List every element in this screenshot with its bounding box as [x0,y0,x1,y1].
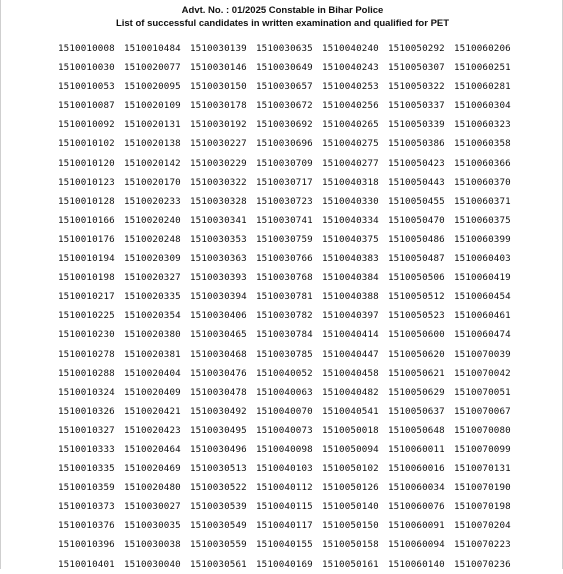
roll-number-cell: 1510010030 [58,62,115,74]
roll-number-cell: 1510010120 [58,157,115,169]
roll-number-cell: 1510030478 [190,386,247,398]
roll-number-cell: 1510040330 [322,195,379,207]
roll-number-cell: 1510030476 [190,367,247,379]
roll-number-cell: 1510050506 [388,272,445,284]
roll-number-cell: 1510020469 [124,463,181,475]
roll-number-cell: 1510010087 [58,100,115,112]
roll-number-cell: 1510010230 [58,329,115,341]
roll-number-cell: 1510030649 [256,62,313,74]
roll-number-cell: 1510010278 [58,348,115,360]
roll-number-cell: 1510050018 [322,424,379,436]
roll-number-cell: 1510050386 [388,138,445,150]
roll-number-cell: 1510030781 [256,291,313,303]
roll-number-cell: 1510030192 [190,119,247,131]
roll-number-cell: 1510060370 [454,176,511,188]
roll-number-cell: 1510070236 [454,558,511,570]
roll-number-cell: 1510050322 [388,81,445,93]
roll-number-cell: 1510050307 [388,62,445,74]
roll-number-cell: 1510030363 [190,253,247,265]
roll-number-cell: 1510020233 [124,195,181,207]
roll-number-cell: 1510010324 [58,386,115,398]
roll-number-cell: 1510010288 [58,367,115,379]
roll-number-cell: 1510010217 [58,291,115,303]
roll-number-cell: 1510060206 [454,43,511,54]
roll-number-cell: 1510050600 [388,329,445,341]
roll-number-cell: 1510040318 [322,176,379,188]
roll-number-cell: 1510030035 [124,520,181,532]
roll-number-cell: 1510010401 [58,558,115,570]
roll-number-cell: 1510030539 [190,501,247,513]
roll-number-cell: 1510040256 [322,100,379,112]
roll-number-cell: 1510010092 [58,119,115,131]
roll-number-cell: 1510070223 [454,539,511,551]
roll-number-cell: 1510040169 [256,558,313,570]
roll-number-cell: 1510010166 [58,214,115,226]
roll-number-cell: 1510020240 [124,214,181,226]
roll-number-cell: 1510040052 [256,367,313,379]
roll-number-cell: 1510030513 [190,463,247,475]
roll-number-cell: 1510020421 [124,405,181,417]
roll-number-cell: 1510020354 [124,310,181,322]
roll-number-cell: 1510020381 [124,348,181,360]
roll-number-cell: 1510050339 [388,119,445,131]
roll-number-cell: 1510070099 [454,443,511,455]
roll-number-cell: 1510020423 [124,424,181,436]
roll-number-cell: 1510010008 [58,43,115,54]
roll-number-cell: 1510030561 [190,558,247,570]
roll-number-cell: 1510050523 [388,310,445,322]
roll-number-cell: 1510040103 [256,463,313,475]
roll-number-cell: 1510060461 [454,310,511,322]
roll-number-cell: 1510040447 [322,348,379,360]
roll-number-cell: 1510030759 [256,233,313,245]
roll-number-cell: 1510020464 [124,443,181,455]
roll-number-cell: 1510020138 [124,138,181,150]
roll-number-cell: 1510060419 [454,272,511,284]
roll-number-cell: 1510070198 [454,501,511,513]
roll-number-cell: 1510020327 [124,272,181,284]
roll-number-cell: 1510050140 [322,501,379,513]
roll-number-cell: 1510050637 [388,405,445,417]
roll-number-cell: 1510030341 [190,214,247,226]
roll-number-cell: 1510030038 [124,539,181,551]
roll-number-cell: 1510040397 [322,310,379,322]
roll-number-cell: 1510030496 [190,443,247,455]
roll-number-cell: 1510050455 [388,195,445,207]
roll-number-cell: 1510050158 [322,539,379,551]
roll-number-cell: 1510060016 [388,463,445,475]
roll-number-cell: 1510030522 [190,482,247,494]
roll-number-cell: 1510050094 [322,443,379,455]
roll-number-cell: 1510020131 [124,119,181,131]
roll-number-cell: 1510030322 [190,176,247,188]
roll-number-cell: 1510030027 [124,501,181,513]
roll-number-cell: 1510070067 [454,405,511,417]
roll-number-cell: 1510050150 [322,520,379,532]
roll-number-cell: 1510040458 [322,367,379,379]
roll-number-cell: 1510030785 [256,348,313,360]
roll-number-cell: 1510020404 [124,367,181,379]
roll-number-cell: 1510030150 [190,81,247,93]
roll-number-cell: 1510010225 [58,310,115,322]
roll-number-cell: 1510070080 [454,424,511,436]
roll-number-cell: 1510070042 [454,367,511,379]
roll-number-cell: 1510040265 [322,119,379,131]
roll-number-cell: 1510050161 [322,558,379,570]
roll-number-cell: 1510010176 [58,233,115,245]
roll-number-cell: 1510020309 [124,253,181,265]
list-subtitle: List of successful candidates in written examination and qualified for PET [115,18,450,29]
roll-number-cell: 1510030635 [256,43,313,54]
roll-number-cell: 1510060076 [388,501,445,513]
roll-number-cell: 1510040098 [256,443,313,455]
roll-number-cell: 1510060034 [388,482,445,494]
roll-number-cell: 1510060371 [454,195,511,207]
roll-number-cell: 1510030549 [190,520,247,532]
roll-number-cell: 1510030139 [190,43,247,54]
roll-number-cell: 1510040243 [322,62,379,74]
roll-number-cell: 1510040277 [322,157,379,169]
advertisement-title: Advt. No. : 01/2025 Constable in Bihar Police [181,5,384,16]
roll-number-cell: 1510060454 [454,291,511,303]
roll-number-cell: 1510050512 [388,291,445,303]
roll-number-cell: 1510030657 [256,81,313,93]
roll-number-cell: 1510050487 [388,253,445,265]
roll-number-cell: 1510010128 [58,195,115,207]
roll-number-cell: 1510040275 [322,138,379,150]
roll-number-cell: 1510060011 [388,443,445,455]
roll-number-cell: 1510010359 [58,482,115,494]
roll-number-cell: 1510030394 [190,291,247,303]
roll-number-cell: 1510040070 [256,405,313,417]
roll-number-cell: 1510030178 [190,100,247,112]
roll-number-cell: 1510070131 [454,463,511,475]
roll-number-cell: 1510060304 [454,100,511,112]
roll-number-cell: 1510030692 [256,119,313,131]
roll-number-cell: 1510050629 [388,386,445,398]
roll-number-cell: 1510060399 [454,233,511,245]
roll-number-cell: 1510050470 [388,214,445,226]
roll-number-cell: 1510040240 [322,43,379,54]
roll-number-cell: 1510050126 [322,482,379,494]
roll-number-cell: 1510010194 [58,253,115,265]
roll-number-cell: 1510030784 [256,329,313,341]
roll-number-cell: 1510050486 [388,233,445,245]
roll-number-grid [58,39,528,574]
roll-number-cell: 1510030495 [190,424,247,436]
roll-number-cell: 1510030393 [190,272,247,284]
roll-number-cell: 1510010327 [58,424,115,436]
roll-number-cell: 1510050648 [388,424,445,436]
roll-number-cell: 1510070190 [454,482,511,494]
roll-number-cell: 1510030146 [190,62,247,74]
roll-number-cell: 1510010335 [58,463,115,475]
roll-number-cell: 1510030465 [190,329,247,341]
roll-number-cell: 1510020142 [124,157,181,169]
roll-number-cell: 1510020380 [124,329,181,341]
roll-number-cell: 1510020248 [124,233,181,245]
roll-number-cell: 1510010396 [58,539,115,551]
roll-number-cell: 1510040383 [322,253,379,265]
roll-number-cell: 1510040073 [256,424,313,436]
roll-number-cell: 1510030717 [256,176,313,188]
roll-number-cell: 1510070039 [454,348,511,360]
roll-number-cell: 1510030229 [190,157,247,169]
roll-number-cell: 1510010102 [58,138,115,150]
roll-number-cell: 1510060474 [454,329,511,341]
roll-number-cell: 1510030353 [190,233,247,245]
roll-number-cell: 1510030468 [190,348,247,360]
roll-number-cell: 1510030492 [190,405,247,417]
roll-number-cell: 1510020170 [124,176,181,188]
roll-number-cell: 1510020335 [124,291,181,303]
roll-number-cell: 1510060094 [388,539,445,551]
roll-number-cell: 1510010333 [58,443,115,455]
roll-number-cell: 1510070051 [454,386,511,398]
roll-number-cell: 1510060251 [454,62,511,74]
roll-number-cell: 1510050337 [388,100,445,112]
roll-number-cell: 1510030227 [190,138,247,150]
roll-number-cell: 1510030723 [256,195,313,207]
roll-number-cell: 1510060091 [388,520,445,532]
roll-number-cell: 1510040117 [256,520,313,532]
roll-number-cell: 1510060323 [454,119,511,131]
roll-number-cell: 1510020109 [124,100,181,112]
roll-number-cell: 1510020095 [124,81,181,93]
roll-number-cell: 1510020077 [124,62,181,74]
roll-number-cell: 1510040375 [322,233,379,245]
roll-number-cell: 1510010376 [58,520,115,532]
roll-number-cell: 1510040334 [322,214,379,226]
roll-number-cell: 1510040155 [256,539,313,551]
roll-number-cell: 1510050620 [388,348,445,360]
roll-number-cell: 1510050102 [322,463,379,475]
roll-number-cell: 1510020409 [124,386,181,398]
roll-number-cell: 1510030559 [190,539,247,551]
roll-number-cell: 1510010198 [58,272,115,284]
roll-number-cell: 1510030741 [256,214,313,226]
document-header [1,4,563,30]
roll-number-cell: 1510050443 [388,176,445,188]
roll-number-cell: 1510030040 [124,558,181,570]
roll-number-cell: 1510060403 [454,253,511,265]
roll-number-cell: 1510030406 [190,310,247,322]
roll-number-cell: 1510030328 [190,195,247,207]
roll-number-cell: 1510030696 [256,138,313,150]
roll-number-cell: 1510040253 [322,81,379,93]
roll-number-cell: 1510070204 [454,520,511,532]
roll-number-cell: 1510040063 [256,386,313,398]
roll-number-cell: 1510040115 [256,501,313,513]
roll-number-cell: 1510030782 [256,310,313,322]
roll-number-cell: 1510060281 [454,81,511,93]
roll-number-cell: 1510060140 [388,558,445,570]
roll-number-cell: 1510020480 [124,482,181,494]
roll-number-cell: 1510040414 [322,329,379,341]
roll-number-cell: 1510040384 [322,272,379,284]
roll-number-cell: 1510060358 [454,138,511,150]
roll-number-cell: 1510010373 [58,501,115,513]
roll-number-cell: 1510060375 [454,214,511,226]
roll-number-cell: 1510050292 [388,43,445,54]
roll-number-cell: 1510030766 [256,253,313,265]
roll-number-cell: 1510010053 [58,81,115,93]
roll-number-cell: 1510010484 [124,43,181,54]
roll-number-cell: 1510030768 [256,272,313,284]
roll-number-cell: 1510050621 [388,367,445,379]
roll-number-cell: 1510030672 [256,100,313,112]
roll-number-cell: 1510050423 [388,157,445,169]
roll-number-cell: 1510040388 [322,291,379,303]
roll-number-cell: 1510040541 [322,405,379,417]
roll-number-cell: 1510040482 [322,386,379,398]
roll-number-cell: 1510040112 [256,482,313,494]
roll-number-cell: 1510060366 [454,157,511,169]
roll-number-cell: 1510030709 [256,157,313,169]
roll-number-cell: 1510010326 [58,405,115,417]
roll-number-cell: 1510010123 [58,176,115,188]
